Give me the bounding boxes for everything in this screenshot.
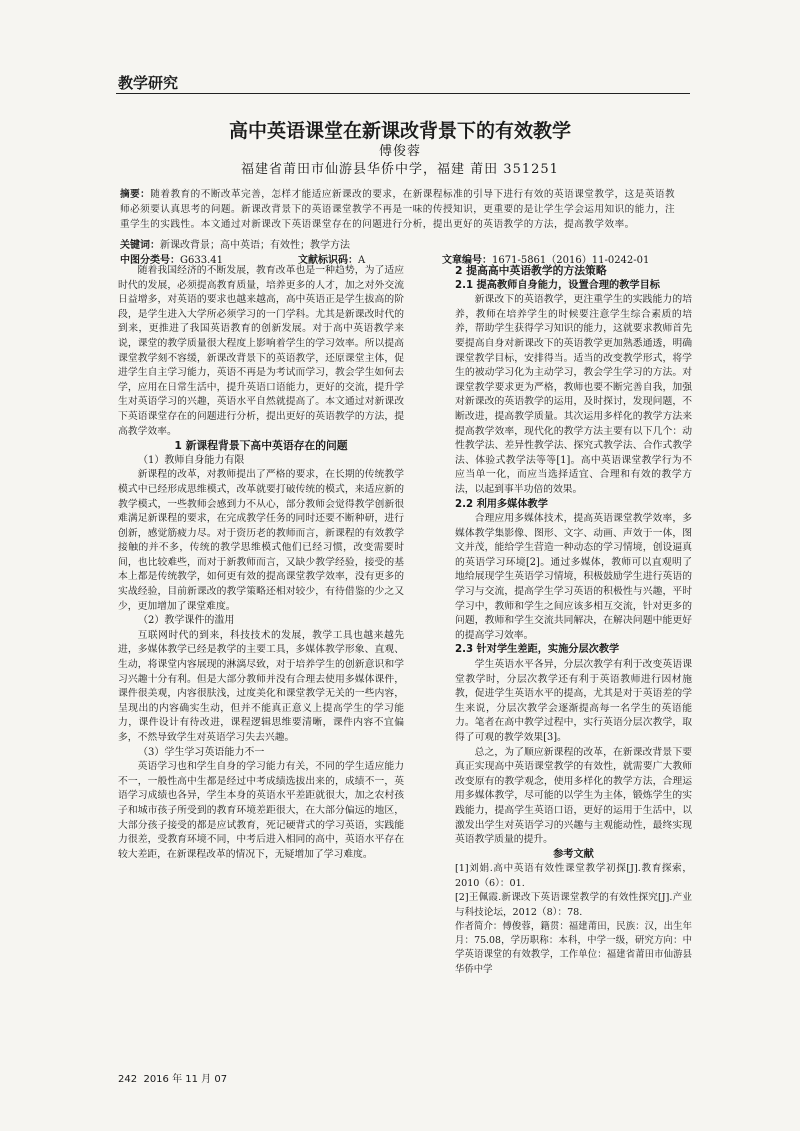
reference-1: [1]刘娟.高中英语有效性课堂教学初探[J].教育探索，2010（6）：01.: [455, 863, 692, 889]
section-2-heading: 2 提高高中英语教学的方法策略: [455, 264, 607, 277]
doc-code-label: 文献标识码：: [298, 255, 358, 266]
article-no-label: 文章编号：: [442, 255, 492, 266]
right-column: [455, 264, 692, 977]
clc-code: G633.41: [180, 255, 223, 266]
conclusion-paragraph: 总之，为了顺应新课程的改革，在新课改背景下要真正实现高中英语课堂教学的有效性，就需要广大教师改变原有的教学观念，使用多样化的教学方法，合理运用多媒体教学，尽可能的以学生为主体，锻炼学生的实践能力，提高学生英语口语，更好的运用于生活中，以激发出学生对英语学习的兴趣与主观能动性，最终实现英语教学质量的提升。: [455, 746, 692, 846]
section-label: 教学研究: [118, 74, 179, 92]
subsection-1-2-heading: （2）教学课件的滥用: [138, 615, 235, 627]
subsection-1-3-text: 英语学习也和学生自身的学习能力有关，不同的学生适应能力不一，一般性高中生都是经过中考成绩选拔出来的，成绩不一，英语学习成绩也各异，学生本身的英语水平差距就很大，加之农村孩子和城市孩子所受到的教育环境差距很大，在大部分偏远的地区，大部分孩子接受的都是应试教育，死记硬背式的学习英语，实践能力很差，受教育环境不同，中考后进入相同的高中，英语水平存在较大差距，在新课程改革的情况下，无疑增加了学习难度。: [118, 761, 404, 860]
subsection-1-2-text: 互联网时代的到来，科技技术的发展，教学工具也越来越先进，多媒体教学已经是教学的主要工具，多媒体教学形象、直观、生动，将课堂内容展现的淋漓尽致，对于培养学生的创新意识和学习兴趣十分有利。但是大部分教师并没有合理去使用多媒体课件，课件很美观，内容很肤浅，过度美化和课堂教学无关的一些内容，呈现出的内容确实生动，但并不能真正意义上提高学生的学习能力，课件设计有待改进，课程逻辑思维要清晰，课件内容不宜偏多，不然导致学生对英语学习失去兴趣。: [118, 629, 404, 743]
subsection-2-2-text: 合理应用多媒体技术，提高英语课堂教学效率，多媒体教学集影像、图形、文字、动画、声效于一体，图文并茂，能给学生营造一种动态的学习情境，创设逼真的英语学习环境[2]。通过多媒体，教师可以直观明了地给展现学生英语学习情境，积极鼓励学生进行英语的学习与交流，提高学生学习英语的积极性与兴趣，平时学习中，教师和学生之间应该多相互交流，针对更多的问题，教师和学生交流共同解决，在解决问题中能更好的提高学习效率。: [455, 513, 692, 641]
abstract-label: 摘要：: [120, 189, 151, 200]
subsection-1-1-text: 新课程的改革，对教师提出了严格的要求，在长期的传统教学模式中已经形成思维模式，改革就要打破传统的模式，来适应新的教学模式，一些教师会感到力不从心，部分教师会觉得教学创新很难满足新课程的要求，在完成教学任务的同时还要不断种研，进行创新，感觉筋疲力尽。对于资历老的教师而言，新课程的有效教学接触的并不多，传统的教学思维模式他们已经习惯，改变需要时间，也比较难些，而对于新教师而言，又缺少教学经验，接受的基本上都是传统教学，如何更有效的提高课堂教学效率，没有更多的实战经验，目前新课改的教学策略还相对较少，有待借鉴的少之又少，更加增加了课堂难度。: [118, 469, 404, 612]
subsection-2-1-heading: 2.1 提高教师自身能力，设置合理的教学目标: [455, 279, 660, 291]
intro-paragraph: 随着我国经济的不断发展，教育改革也是一种趋势，为了适应时代的发展，必须提高教育质量，培养更多的人才，加之对外交流日益增多，对英语的要求也越来越高，高中英语正是学生拔高的阶段，是学生进入大学所必须学习的一门学科。尤其是新课改时代的到来，更推进了我国英语教育的创新发展。对于高中英语教学来说，课堂的教学质量很大程度上影响着学生的学习效率。所以提高课堂教学刻不容缓，新课改背景下的英语教学，还原课堂主体，促进学生自主学习能力，英语不再是为考试而学习，教会学生如何去学，应用在日常生活中，提升英语口语能力，更好的交流，提升学生对英语学习的兴趣，英语水平自然就提高了。本文通过对新课改下英语课堂存在的问题进行分析，提出更好的英语教学的方法，提高教学效率。: [118, 265, 404, 437]
subsection-2-3-text: 学生英语水平各异，分层次教学有利于改变英语课堂教学时，分层次教学还有利于英语教师进行因材施教，促进学生英语水平的提高，尤其是对于英语差的学生来说，分层次教学会逐渐提高每一名学生的英语能力。笔者在高中教学过程中，实行英语分层次教学，取得了可观的教学效果[3]。: [455, 659, 692, 743]
reference-2: [2]王佩霞.新课改下英语课堂教学的有效性探究[J].产业与科技论坛，2012（8）：78.: [455, 892, 692, 918]
page-number: 242: [118, 1074, 138, 1085]
subsection-1-1-heading: （1）教师自身能力有限: [138, 454, 245, 466]
doc-code: A: [358, 255, 366, 266]
subsection-2-2-heading: 2.2 利用多媒体教学: [455, 498, 548, 510]
section-1-heading: 1 新课程背景下高中英语存在的问题: [174, 439, 348, 453]
affiliation: 福建省莆田市仙游县华侨中学，福建 莆田 351251: [241, 162, 559, 177]
keywords: 新课改背景；高中英语；有效性；教学方法: [160, 240, 350, 251]
subsection-2-3-heading: 2.3 针对学生差距，实施分层次教学: [455, 644, 620, 656]
author: 傅俊蓉: [378, 144, 421, 159]
issue-date: 2016 年 11 月 07: [143, 1074, 228, 1085]
article-title: 高中英语课堂在新课改背景下的有效教学: [228, 120, 571, 142]
subsection-2-1-text: 新课改下的英语教学，更注重学生的实践能力的培养，教师在培养学生的时候要注意学生综合素质的培养，帮助学生获得学习知识的能力，这就要求教师首先要提高自身对新课改下的英语教学更加熟悉通透，明确课堂教学目标，安排得当。适当的改变教学形式，将学生的被动学习化为主动学习，教会学生学习的方法。对课堂教学要求更为严格，教师也要不断完善自我，加强对新课改的英语教学的运用，及时探讨，发现问题，不断改进，提高教学质量。其次运用多样化的教学方法来提高教学效率，现代化的教学方法主要有以下几个：动性教学法、差异性教学法、探究式教学法、合作式教学法、体验式教学法等等[1]。高中英语课堂教学行为不应当单一化，而应当选择适宜、合理和有效的教学方法，以起到事半功倍的效果。: [455, 294, 692, 495]
references-heading: 参考文献: [553, 848, 594, 860]
article-no: 1671-5861（2016）11-0242-01: [492, 255, 650, 266]
author-bio: 作者简介：傅俊蓉，籍贯：福建莆田，民族：汉，出生年月：75.08，学历职称：本科，中学一级，研究方向：中学英语课堂的有效教学，工作单位：福建省莆田市仙游县华侨中学: [455, 920, 692, 975]
page-footer: [118, 1070, 227, 1085]
clc-label: 中图分类号：: [120, 255, 180, 266]
header-rule: [116, 93, 690, 94]
subsection-1-3-heading: （3）学生学习英语能力不一: [138, 746, 265, 758]
left-column: [118, 264, 404, 862]
abstract-text: 随着教育的不断改革完善，怎样才能适应新课改的要求，在新课程标准的引导下进行有效的英语课堂教学，这是英语教师必须要认真思考的问题。新课改背景下的英语课堂教学不再是一味的传授知识，更重要的是让学生学会运用知识的能力，注重学生的实践性。本文通过对新课改下英语课堂存在的问题进行分析，提出更好的英语教学的方法，提高教学效率。: [120, 189, 676, 230]
abstract: [120, 187, 685, 232]
keywords-label: 关键词：: [120, 240, 160, 251]
